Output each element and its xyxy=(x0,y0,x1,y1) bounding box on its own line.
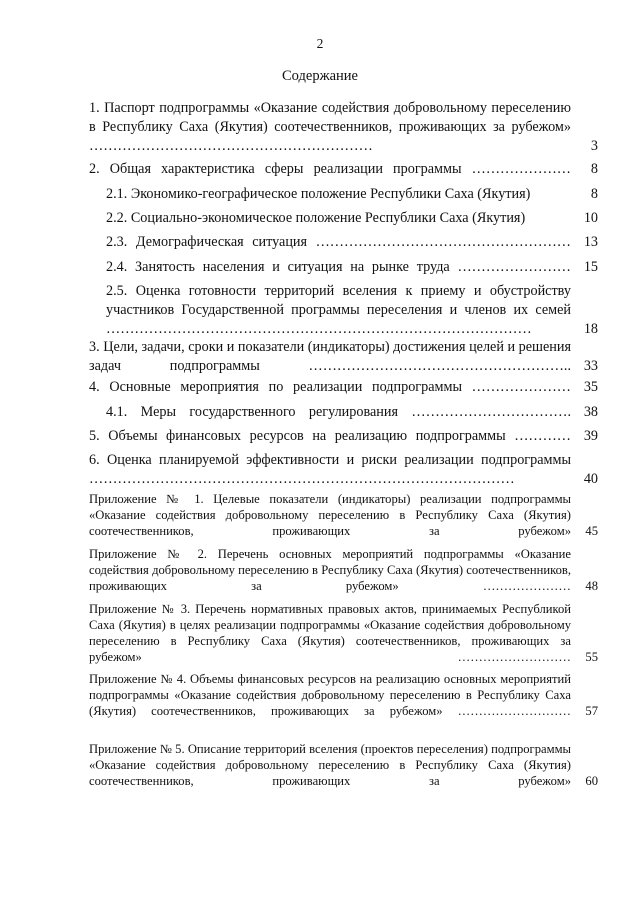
toc-entry-2-3[interactable] xyxy=(106,233,598,252)
toc-entry-4[interactable] xyxy=(89,378,598,397)
toc-entry-text: 2. Общая характеристика сферы реализации программы ………………… xyxy=(89,161,571,177)
toc-entry-appendix-4[interactable] xyxy=(89,671,598,719)
toc-entry-appendix-5[interactable] xyxy=(89,741,598,789)
toc-entry-page: 40 xyxy=(583,471,598,487)
toc-entry-page: 48 xyxy=(585,579,598,593)
toc-entry-page: 33 xyxy=(583,358,598,374)
toc-entry-2[interactable] xyxy=(89,160,598,179)
toc-title: Содержание xyxy=(282,68,358,84)
toc-entry-page: 13 xyxy=(583,234,598,250)
toc-entry-1[interactable] xyxy=(89,99,598,156)
toc-entry-page: 3 xyxy=(590,138,598,154)
toc-entry-text: 2.4. Занятость населения и ситуация на рынке труда …………………… xyxy=(106,259,571,275)
toc-entry-6[interactable] xyxy=(89,451,598,489)
toc-entry-text: Приложение № 3. Перечень нормативных правовых актов, принимаемых Республикой Саха (Якутия) в целях реализации подпрограммы «Оказание содействия добровольному переселению в Республику Саха (Якутия) соотечественников, проживающих за рубежом» ……………………… xyxy=(89,602,571,664)
toc-entry-2-4[interactable] xyxy=(106,258,598,277)
toc-entry-page: 18 xyxy=(583,321,598,337)
toc-entry-text: 3. Цели, задачи, сроки и показатели (индикаторы) достижения целей и решения задач подпрограммы ……………………………………………….. xyxy=(89,339,571,374)
toc-entry-page: 45 xyxy=(585,524,598,538)
toc-entry-page: 15 xyxy=(583,259,598,275)
toc-entry-text: 5. Объемы финансовых ресурсов на реализацию подпрограммы ………… xyxy=(89,428,571,444)
toc-entry-text: 1. Паспорт подпрограммы «Оказание содействия добровольному переселению в Республику Саха (Якутия) соотечественников, проживающих за рубежом» …………………………………………………… xyxy=(89,100,571,154)
toc-entry-page: 10 xyxy=(583,210,598,226)
toc-entry-2-1[interactable] xyxy=(106,185,598,204)
toc-entry-text: 2.5. Оценка готовности территорий вселения к приему и обустройству участников Государственной программы переселения и членов их семей ……………………………………………………………………………… xyxy=(106,283,571,337)
toc-entry-text: Приложение № 2. Перечень основных мероприятий подпрограммы «Оказание содействия добровольному переселению в Республику Саха (Якутия) соотечественников, проживающих за рубежом» ………………… xyxy=(89,547,571,593)
page-number: 2 xyxy=(316,36,324,51)
toc-entry-page: 38 xyxy=(583,404,598,420)
toc-entry-page: 60 xyxy=(585,774,598,788)
toc-entry-5[interactable] xyxy=(89,427,598,446)
toc-entry-appendix-2[interactable] xyxy=(89,546,598,594)
toc-entry-page: 57 xyxy=(585,704,598,718)
toc-entry-text: 6. Оценка планируемой эффективности и риски реализации подпрограммы ……………………………………………………………………………… xyxy=(89,452,571,487)
toc-entry-text: Приложение № 4. Объемы финансовых ресурсов на реализацию основных мероприятий подпрограммы «Оказание содействия добровольному переселению в Республику Саха (Якутия) соотечественников, проживающих за рубежом» ……………………… xyxy=(89,672,571,718)
toc-entry-4-1[interactable] xyxy=(106,403,598,422)
toc-entry-text: 4.1. Меры государственного регулирования ……………………………. xyxy=(106,404,571,420)
toc-entry-text: Приложение № 5. Описание территорий вселения (проектов переселения) подпрограммы «Оказание содействия добровольному переселению в Республику Саха (Якутия) соотечественников, проживающих за рубежом» xyxy=(89,742,571,788)
toc-entry-text: 2.3. Демографическая ситуация ……………………………………………… xyxy=(106,234,571,250)
toc-entry-3[interactable] xyxy=(89,338,598,376)
toc-entry-page: 55 xyxy=(585,650,598,664)
toc-entry-text: 4. Основные мероприятия по реализации подпрограммы ………………… xyxy=(89,379,571,395)
toc-entry-page: 8 xyxy=(590,161,598,177)
toc-entry-text: 2.2. Социально-экономическое положение Республики Саха (Якутия) xyxy=(106,210,526,226)
toc-entry-page: 8 xyxy=(590,186,598,202)
toc-entry-appendix-1[interactable] xyxy=(89,491,598,539)
toc-entry-page: 39 xyxy=(583,428,598,444)
toc-entry-text: 2.1. Экономико-географическое положение Республики Саха (Якутия) xyxy=(106,186,531,202)
toc-entry-appendix-3[interactable] xyxy=(89,601,598,665)
toc-entry-page: 35 xyxy=(583,379,598,395)
toc-entry-2-5[interactable] xyxy=(106,282,598,339)
toc-entry-text: Приложение № 1. Целевые показатели (индикаторы) реализации подпрограммы «Оказание содействия добровольному переселению в Республику Саха (Якутия) соотечественников, проживающих за рубежом» xyxy=(89,492,571,538)
toc-entry-2-2[interactable] xyxy=(106,209,598,228)
